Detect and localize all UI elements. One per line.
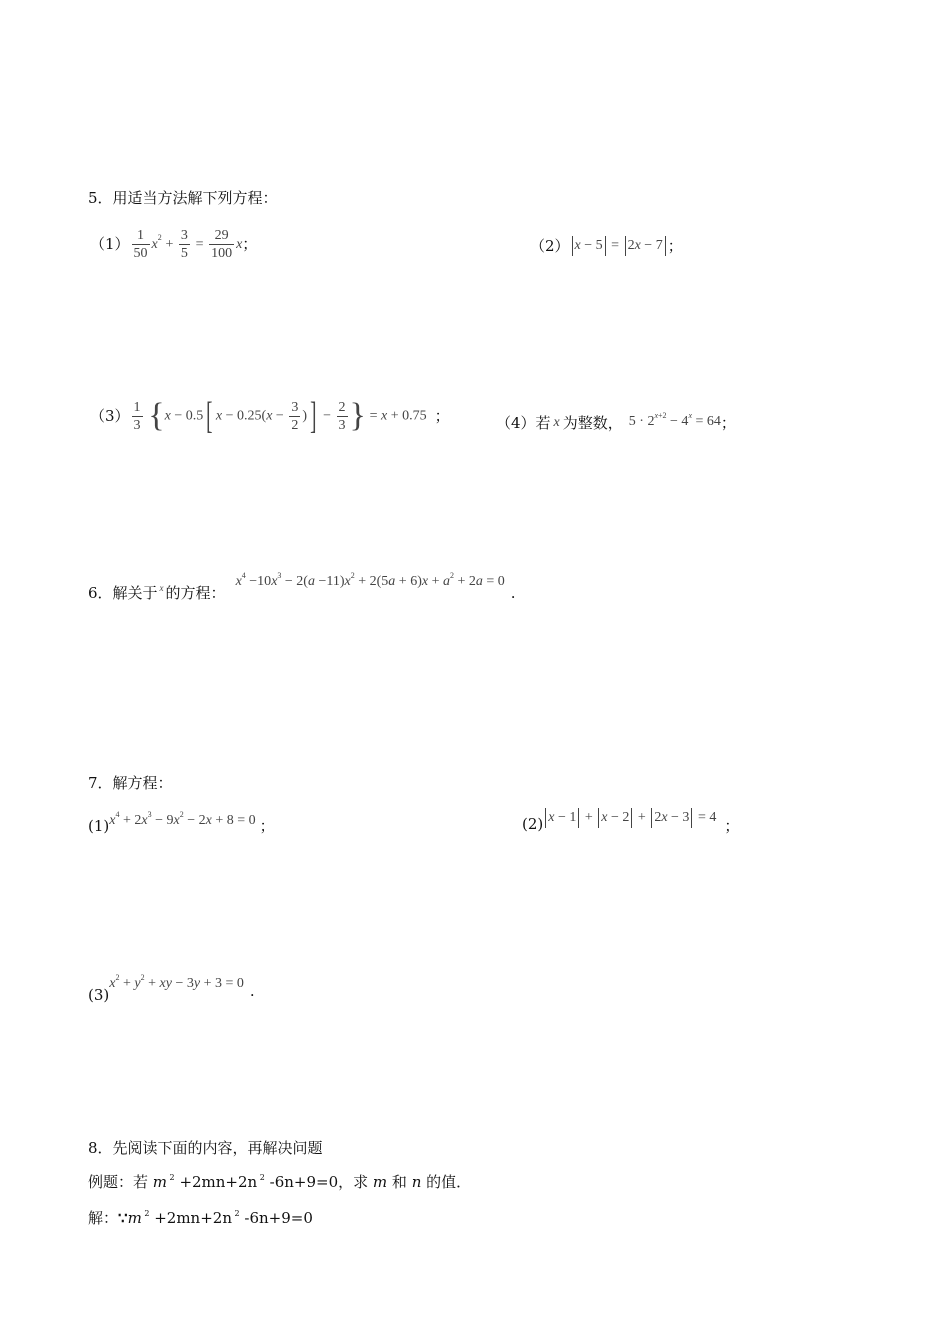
q5-part2-equation: x − 5 = 2x − 7 (570, 236, 668, 256)
q7-part2-end: ； (724, 817, 740, 836)
q5-part4-end: ； (720, 413, 736, 432)
q7-part3-equation: $x^2 + y^2$ + xy − 3y + 3 = 0 (109, 973, 244, 991)
q7-part2-equation: x − 1 + x − 2 + 2x − 3 = 4 (543, 808, 716, 828)
q8-title: 8．先阅读下面的内容，再解决问题 (88, 1139, 323, 1157)
q5-part2-end: ； (667, 237, 683, 256)
q6-equation: $x^4 -10x^3 - 2(a -11)x^2 + 2(5a + 6)x + a^2 + 2a = 0$ (235, 571, 505, 589)
q6-title-pre: 6．解关于 (88, 584, 158, 602)
q5-part2 (530, 236, 683, 256)
q8-solution-pre: 解： (88, 1209, 119, 1227)
q8-example-tail: -6n+9=0，求 (264, 1173, 373, 1191)
q5-part4-var: x (553, 414, 560, 430)
q8-example-var-n: n (411, 1173, 422, 1191)
q5-part1-label: （1） (90, 235, 130, 253)
q5-part4-equation: $5 \cdot 2^{x+2} - 4^x = 64$ (628, 411, 721, 429)
q8-solution-expr: +2mn+2n (154, 1209, 232, 1227)
q6-var: x (159, 583, 164, 593)
q6-end: . (510, 584, 516, 602)
q6-line (88, 571, 516, 607)
q5-part2-label: （2） (530, 237, 570, 256)
q8-example-m: m (152, 1173, 168, 1191)
q8-example-expr: +2mn+2n (179, 1173, 258, 1191)
q5-part3-equation: $\frac{1}{3}$ {x − 0.5[ x − 0.25(x − $\frac{3}{2}$ )] − $\frac{2}{3}$ } = x + 0.75 (133, 395, 427, 437)
q6-title-post: 的方程： (165, 584, 226, 602)
q5-part3-end: ； (434, 407, 450, 425)
q7-part1 (88, 810, 275, 836)
q8-solution: 解：∵m $^2$ +2mn+2n $^2$ -6n+9=0 (88, 1209, 313, 1227)
q5-part1-equation: $\frac{1}{50}$ $x^2$ + $\frac{3}{5}$ = $\frac{29}{100}$ x (133, 227, 243, 261)
q5-part1-end: ； (242, 235, 258, 253)
q7-part1-end: ； (259, 817, 275, 835)
q7-part3-label: (3) (88, 986, 110, 1004)
q7-part2-label: (2) (522, 815, 544, 834)
q5-part4-label: （4）若 (496, 413, 551, 432)
q5-part1 (90, 222, 257, 266)
q5-part4 (496, 412, 736, 433)
q8-example-var-m: m (372, 1173, 388, 1191)
q5-title: 5．用适当方法解下列方程： (88, 189, 278, 207)
q8-example-and: 和 (387, 1173, 412, 1191)
q5-part4-mid: 为整数， (562, 413, 623, 432)
q7-title: 7．解方程： (88, 774, 173, 792)
q8-example: 例题：若 m $^2$ +2mn+2n $^2$ -6n+9=0，求 m 和 n 的值． (88, 1173, 472, 1191)
q8-solution-tail: -6n+9=0 (239, 1209, 313, 1227)
q7-part2 (522, 808, 740, 836)
q7-part3 (88, 973, 255, 1004)
q7-part3-end: . (249, 982, 255, 1000)
q5-part3-label: （3） (90, 407, 130, 425)
q7-part1-equation: $x^4 + 2x^3 - 9x^2 - 2x + 8 = 0$ (109, 810, 256, 828)
q7-part1-label: (1) (88, 817, 110, 835)
q8-example-pre: 例题：若 (88, 1173, 153, 1191)
q8-example-end: 的值． (421, 1173, 472, 1191)
q5-part3 (90, 388, 450, 444)
because-icon: ∵ (118, 1209, 128, 1227)
